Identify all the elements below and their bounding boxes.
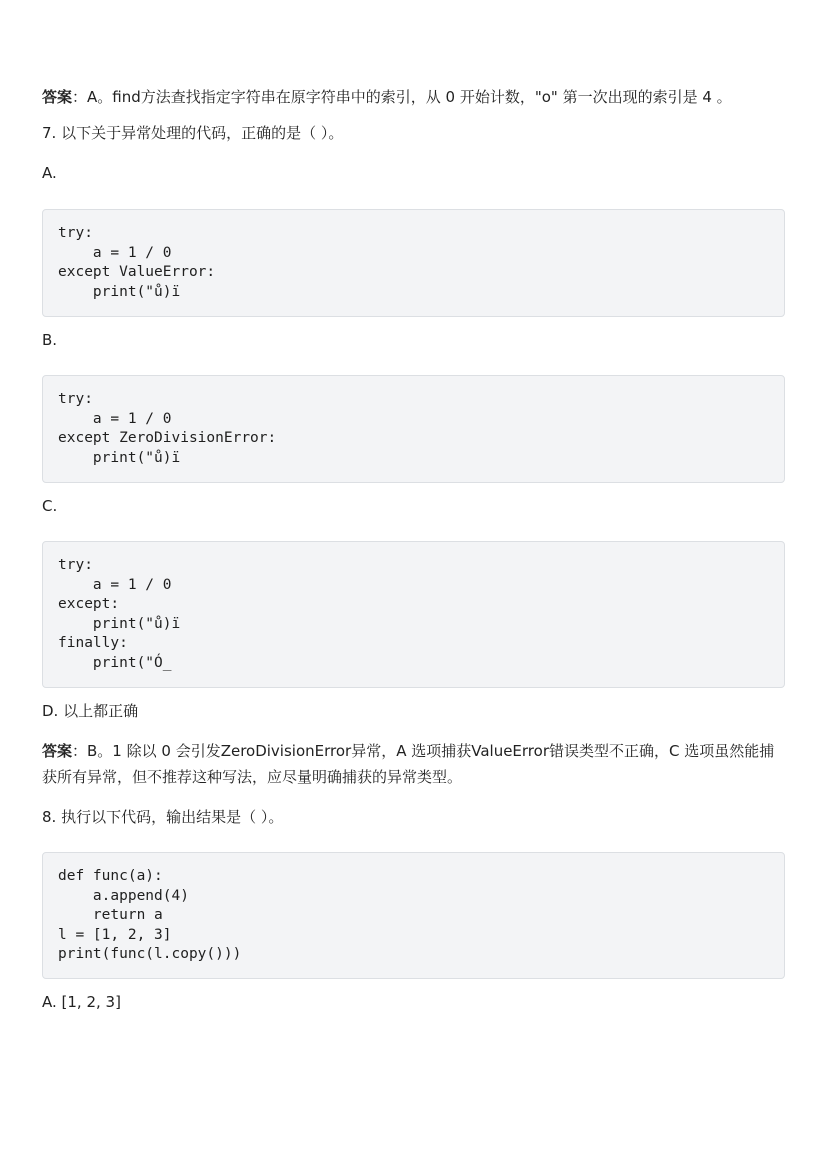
answer-text: ：A。find方法查找指定字符串在原字符串中的索引，从 0 开始计数，"o" 第一次出现的索引是 4 。 bbox=[72, 88, 732, 106]
answer-text: ：B。1 除以 0 会引发ZeroDivisionError异常，A 选项捕获ValueError错误类型不正确，C 选项虽然能捕获所有异常，但不推荐这种写法，应尽量明确捕获的异常类型。 bbox=[42, 742, 775, 786]
code-block-option-c: try: a = 1 / 0 except: print("ů)ï finally: print("Ó_ bbox=[42, 541, 785, 688]
answer-label: 答案 bbox=[42, 742, 73, 760]
document-page bbox=[42, 84, 785, 1013]
option-a-label: A. bbox=[42, 164, 57, 182]
option-b-label: B. bbox=[42, 331, 58, 349]
code-block-option-a: try: a = 1 / 0 except ValueError: print("ů)ï bbox=[42, 209, 785, 317]
question-7: 7. 以下关于异常处理的代码，正确的是（ ）。 bbox=[42, 124, 344, 142]
question-8: 8. 执行以下代码，输出结果是（ ）。 bbox=[42, 808, 284, 826]
answer-label: 答案 bbox=[42, 88, 73, 106]
previous-answer bbox=[42, 84, 785, 110]
question-8-option-a: A. [1, 2, 3] bbox=[42, 993, 121, 1011]
option-d: D. 以上都正确 bbox=[42, 702, 139, 720]
code-block-option-b: try: a = 1 / 0 except ZeroDivisionError: print("ů)ï bbox=[42, 375, 785, 483]
question-7-answer bbox=[42, 738, 785, 790]
code-block-question-8: def func(a): a.append(4) return a l = [1, 2, 3] print(func(l.copy())) bbox=[42, 852, 785, 979]
option-c-label: C. bbox=[42, 497, 58, 515]
